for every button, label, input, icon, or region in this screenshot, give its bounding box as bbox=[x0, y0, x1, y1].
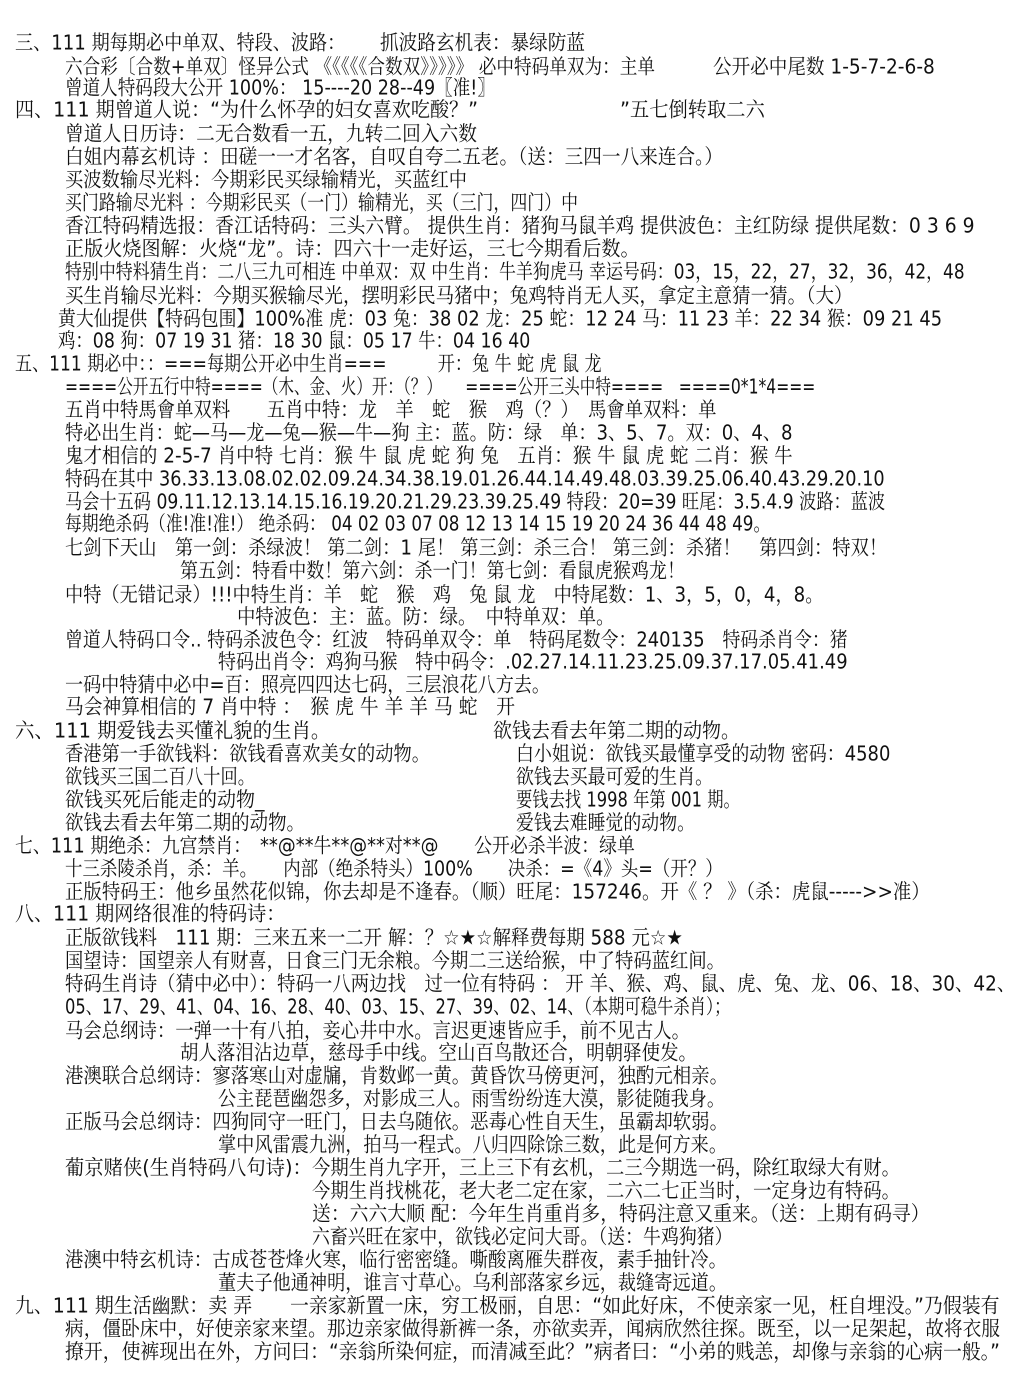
section-heading: 八、111 期网络很准的特码诗： bbox=[15, 902, 286, 926]
text-line: 六合彩〔合数+单双〕怪异公式 《《《《《合数双》》》》》 必中特码单双为：主单 bbox=[65, 55, 656, 79]
text-line: 曾道人特码口令.. 特码杀波色令：红波 特码单双令：单 特码尾数令：240135 特码杀肖令：猪 bbox=[65, 628, 848, 652]
text-line: 董夫子他通神明，谁言寸草心。乌利部落家乡远，裁缝寄远道。 bbox=[218, 1271, 728, 1295]
text-line: 正版特码王：他乡虽然花似锦，你去却是不逢春。（顺）旺尾：157246。开《 ？ 》（杀：虎鼠----->>准） bbox=[65, 880, 930, 904]
text-line: 送：六六大顺 配：今年生肖重肖多，特码注意又重来。（送：上期有码寻） bbox=[312, 1202, 930, 1226]
text-line: 中特（无错记录）!!!中特生肖：羊 蛇 猴 鸡 兔 鼠 龙 中特尾数：1、3，5，0，4，8。 bbox=[65, 583, 824, 607]
section-heading: 九、111 期生活幽默：卖 弄 一亲家新置一床，穷工极丽，自思：“如此好床，不使亲家一见，枉自埋没。”乃假装有 bbox=[15, 1294, 1000, 1318]
text-line: 白姐内幕玄机诗 ：田磋一一才名客，自叹自夸二五老。（送：三四一八来连合。） bbox=[65, 145, 724, 169]
text-line: 五肖中特馬會单双料 五肖中特：龙 羊 蛇 猴 鸡（？） 馬會单双料：单 bbox=[65, 398, 717, 422]
text-line: 胡人落泪沾边草，慈母手中线。空山百鸟散还合，明朝驿使发。 bbox=[180, 1041, 698, 1065]
section-heading: 七、111 期绝杀：九宫禁肖： **@**牛**@**对**@ 公开必杀半波：绿单 bbox=[15, 834, 635, 858]
text-line: 国望诗：国望亲人有财喜，日食三门无余粮。今期二三送给猴，中了特码蓝红间。 bbox=[65, 949, 726, 973]
section-heading: 五、111 期必中：：===每期公开必中生肖=== 开：兔 牛 蛇 虎 鼠 龙 bbox=[15, 352, 602, 376]
text-line: 今期生肖找桃花，老大老二定在家，二六二七正当时，一定身边有特码。 bbox=[312, 1179, 901, 1203]
text-line: 中特波色：主：蓝。防：绿。 中特单双：单。 bbox=[237, 605, 615, 629]
text-line: 港澳中特玄机诗：古成苍苍烽火寒，临行密密缝。嘶酸离雁失群夜，素手抽针冷。 bbox=[65, 1248, 728, 1272]
text-line: 七剑下天山 第一剑：杀绿波！ 第二剑：1 尾！ 第三剑：杀三合！ 第三剑：杀猪！ 第四剑：特双！ bbox=[65, 536, 888, 560]
text-line: 欲钱去看去年第二期的动物。 bbox=[493, 719, 741, 743]
text-line: 要钱去找 1998 年第 001 期。 bbox=[516, 788, 740, 812]
text-line: 马会神算相信的 7 肖中特 ： 猴 虎 牛 羊 羊 马 蛇 开 bbox=[65, 695, 515, 719]
text-line: 欲钱去买最可爱的生肖。 bbox=[516, 765, 714, 789]
text-line: 正版欲钱料 111 期：三来五来一二开 解：？☆★☆解释费每期 588 元☆★ bbox=[65, 926, 683, 950]
text-line: 公开必中尾数 1-5-7-2-6-8 bbox=[713, 55, 935, 79]
text-line: 正版马会总纲诗：四狗同守一旺门，日去乌随依。恶毒心性自天生，虽霸却软弱。 bbox=[65, 1110, 729, 1134]
section-heading: 六、111 期爱钱去买懂礼貌的生肖。 bbox=[15, 719, 331, 743]
text-line: 十三杀陵杀肖，杀：羊。 内部（绝杀特头）100% 决杀：=《4》头=（开？） bbox=[65, 857, 723, 881]
text-line: 公主琵琶幽怨多，对影成三人。雨雪纷纷连大漠，影徒随我身。 bbox=[218, 1087, 726, 1111]
text-line: 欲钱买三国二百八十回。 bbox=[65, 765, 256, 789]
text-line: 特码出肖令：鸡狗马猴 特中码令：.02.27.14.11.23.25.09.37.17.05.41.49 bbox=[218, 650, 848, 674]
text-line: 鸡：08 狗：07 19 31 猪：18 30 鼠：05 17 牛：04 16 40 bbox=[58, 329, 531, 353]
text-line: 05、17、29、41、04、16、28、40、03、15、27、39、02、14、（本期可稳牛杀肖）； bbox=[65, 995, 731, 1019]
text-line: 鬼才相信的 2-5-7 肖中特 七肖：猴 牛 鼠 虎 蛇 狗 兔 五肖：猴 牛 鼠 虎 蛇 二肖：猴 牛 bbox=[65, 444, 793, 468]
section-heading: 四、111 期曾道人说：“为什么怀孕的妇女喜欢吃酸？” bbox=[15, 98, 478, 122]
text-line: 一码中特猜中必中=百：照亮四四达七码，三层浪花八方去。 bbox=[65, 673, 550, 697]
text-line: 买波数输尽光料：今期彩民买绿输精光，买蓝红中 bbox=[65, 168, 468, 192]
text-line: 第五剑：特看中数！第六剑：杀一门！第七剑：看鼠虎猴鸡龙！ bbox=[180, 559, 686, 583]
text-line: 曾道人特码段大公开 100%： 15----20 28--49〖准!〗 bbox=[65, 76, 495, 100]
text-line: 买生肖输尽光料：今期买猴输尽光，摆明彩民马猪中；兔鸡特肖无人买，拿定主意猜一猜。（大） bbox=[65, 284, 853, 308]
text-line: 六畜兴旺在家中，欲钱必定问大哥。（送：牛鸡狗猪） bbox=[312, 1225, 733, 1249]
text-line: 抓波路玄机表：暴绿防蓝 bbox=[380, 31, 586, 55]
text-line: 特必出生肖：蛇—马—龙—兔—猴—牛—狗 主：蓝。防：绿 单：3、5、7。双：0、4、8 bbox=[65, 421, 793, 445]
text-line: 撩开，使裤现出在外，方问曰：“亲翁所染何症，而清减至此？”病者曰：“小弟的贱恙，却像与亲翁的心病一般。” bbox=[65, 1340, 1000, 1364]
text-line: 特码在其中 36.33.13.08.02.02.09.24.34.38.19.01.26.44.14.49.48.03.39.25.06.40.43.29.20.10 bbox=[65, 467, 885, 491]
text-line: 港澳联合总纲诗：寥落寒山对虚牖，肯数邺一黄。黄昏饮马傍更河，独酌元相亲。 bbox=[65, 1064, 729, 1088]
text-line: 爱钱去难睡觉的动物。 bbox=[516, 811, 696, 835]
text-line: ”五七倒转取二六 bbox=[620, 98, 765, 122]
text-line: 买门路输尽光料 ：今期彩民买（一门）输精光，买（三门，四门）中 bbox=[65, 191, 579, 215]
text-line: ====公开五行中特====（木、金、火）开：（？） ====公开三头中特==== ====0*1*4=== bbox=[65, 375, 816, 399]
text-line: 香江特码精选报：香江话特码：三头六臂。 提供生肖：猪狗马鼠羊鸡 提供波色：主红防绿 提供尾数：0 3 6 9 bbox=[65, 214, 975, 238]
text-line: 马会十五码 09.11.12.13.14.15.16.19.20.21.29.23.39.25.49 特段：20=39 旺尾：3.5.4.9 波路：蓝波 bbox=[65, 490, 886, 514]
text-line: 白小姐说：欲钱买最懂享受的动物 密码：4580 bbox=[516, 742, 891, 766]
text-line: 病，僵卧床中，好使亲家来望。那边亲家做得新裤一条，亦欲卖弄，闻病欣然往探。既至，以一足架起，故将衣服 bbox=[65, 1317, 1001, 1341]
text-line: 正版火烧图解：火烧“龙”。诗：四六十一走好运，三七今期看后数。 bbox=[65, 237, 640, 261]
text-line: 今期生肖九字开，三上三下有玄机，二三今期选一码，除红取绿大有财。 bbox=[312, 1156, 901, 1180]
text-line: 欲钱买死后能走的动物_ bbox=[65, 788, 265, 812]
text-line: 香港第一手欲钱料：欲钱看喜欢美女的动物。 bbox=[65, 742, 431, 766]
text-line: 曾道人日历诗：二无合数看一五，九转二回入六数 bbox=[65, 122, 478, 146]
text-line: 特别中特料猜生肖：二八三九可相连 中单双：双 中生肖：牛羊狗虎马 幸运号码：03，15，22，27，32，36，42，48 bbox=[65, 260, 965, 284]
text-line: 葡京赌侠(生肖特码八句诗)： bbox=[65, 1156, 312, 1180]
text-line: 欲钱去看去年第二期的动物。 bbox=[65, 811, 306, 835]
text-line: 特码生肖诗（猜中必中）：特码一八两边找 过一位有特码 ： 开 羊、猴、鸡、鼠、虎、兔、龙、06、18、30、42、 bbox=[65, 972, 1016, 996]
text-line: 马会总纲诗：一弹一十有八拍，妾心井中水。言迟更速皆应手，前不见古人。 bbox=[65, 1019, 691, 1043]
text-line: 黄大仙提供【特码包围】100%准 虎：03 兔：38 02 龙：25 蛇：12 24 马：11 23 羊：22 34 猴：09 21 45 bbox=[58, 307, 943, 331]
text-line: 每期绝杀码（准!准!准!） 绝杀码： 04 02 03 07 08 12 13 14 15 19 20 24 36 44 48 49。 bbox=[65, 512, 771, 536]
text-line: 掌中风雷震九洲，拍马一程式。八归四除馀三数，此是何方来。 bbox=[218, 1133, 728, 1157]
section-heading: 三、111 期每期必中单双、特段、波路： bbox=[15, 31, 346, 55]
